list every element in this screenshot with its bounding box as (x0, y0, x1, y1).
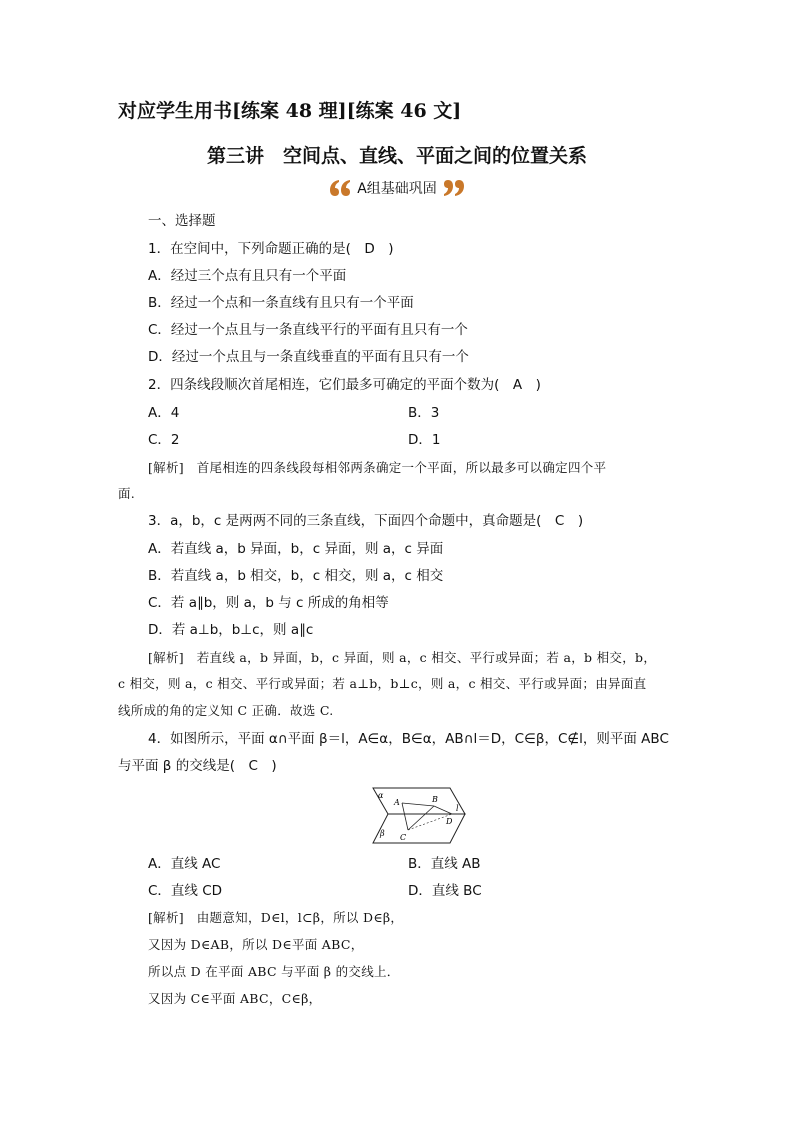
close-quote-icon (443, 178, 465, 198)
label-c: C (400, 833, 407, 842)
group-title (0, 178, 794, 198)
q4-analysis-line-3: 所以点 D 在平面 ABC 与平面 β 的交线上． (148, 964, 400, 979)
label-d: D (446, 817, 453, 826)
q2-analysis-line-2: 面. (118, 486, 136, 501)
q1-option-a: A．经过三个点有且只有一个平面 (148, 268, 347, 284)
q3-option-b: B．若直线 a，b 相交，b，c 相交，则 a，c 相交 (148, 568, 444, 584)
q1-option-d: D．经过一个点且与一条直线垂直的平面有且只有一个 (148, 349, 469, 365)
open-quote-icon (329, 178, 351, 198)
q1-option-b: B．经过一个点和一条直线有且只有一个平面 (148, 295, 414, 311)
segment-ac (402, 803, 408, 830)
q4-option-b: B．直线 AB (408, 856, 481, 872)
label-beta: β (380, 829, 385, 838)
segment-ab (402, 803, 434, 806)
q4-option-a: A．直线 AC (148, 856, 221, 872)
q2-option-c: C．2 (148, 432, 180, 448)
q2-option-d: D．1 (408, 432, 441, 448)
label-alpha: α (378, 791, 384, 800)
q1-option-c: C．经过一个点且与一条直线平行的平面有且只有一个 (148, 322, 468, 338)
section-heading: 一、选择题 (148, 213, 216, 229)
q3-analysis-line-2: c 相交，则 a，c 相交、平行或异面；若 a⊥b，b⊥c，则 a，c 相交、平行或异面；由异面直 (118, 676, 647, 691)
q4-stem-line-2: 与平面 β 的交线是( C ) (118, 758, 277, 774)
planes-figure (368, 786, 468, 846)
q4-analysis-line-2: 又因为 D∈AB，所以 D∈平面 ABC， (148, 937, 364, 952)
segment-bc (408, 806, 434, 830)
q3-analysis-line-3: 线所成的角的定义知 C 正确．故选 C. (118, 703, 334, 718)
q2-analysis-line-1: [解析] 首尾相连的四条线段每相邻两条确定一个平面，所以最多可以确定四个平 (148, 460, 607, 475)
q1-stem: 1．在空间中，下列命题正确的是( D ) (148, 241, 394, 257)
q3-option-a: A．若直线 a，b 异面，b，c 异面，则 a，c 异面 (148, 541, 444, 557)
lecture-title: 第三讲 空间点、直线、平面之间的位置关系 (206, 145, 587, 167)
book-reference: 对应学生用书[练案 48 理][练案 46 文] (118, 100, 462, 122)
q4-option-d: D．直线 BC (408, 883, 482, 899)
q4-stem-line-1: 4．如图所示，平面 α∩平面 β＝l，A∈α，B∈α，AB∩l＝D，C∈β，C∉l，则平面 ABC (148, 731, 669, 747)
q3-analysis-line-1: [解析] 若直线 a，b 异面，b，c 异面，则 a，c 相交、平行或异面；若 a，b 相交，b， (148, 650, 657, 665)
label-l: l (456, 804, 459, 813)
q2-stem: 2．四条线段顺次首尾相连，它们最多可确定的平面个数为( A ) (148, 377, 541, 393)
segment-bd (434, 806, 452, 814)
q2-option-a: A．4 (148, 405, 180, 421)
q3-option-c: C．若 a∥b，则 a，b 与 c 所成的角相等 (148, 595, 389, 611)
q4-analysis-line-4: 又因为 C∈平面 ABC，C∈β， (148, 991, 322, 1006)
label-b: B (432, 795, 438, 804)
group-title-label: A组基础巩固 (357, 181, 437, 197)
q4-option-c: C．直线 CD (148, 883, 223, 899)
q3-option-d: D．若 a⊥b，b⊥c，则 a∥c (148, 622, 314, 638)
q2-option-b: B．3 (408, 405, 440, 421)
q4-analysis-line-1: [解析] 由题意知，D∈l，l⊂β，所以 D∈β， (148, 910, 404, 925)
plane-alpha (373, 788, 465, 814)
q3-stem: 3．a，b，c 是两两不同的三条直线，下面四个命题中，真命题是( C ) (148, 513, 584, 529)
label-a: A (394, 798, 400, 807)
